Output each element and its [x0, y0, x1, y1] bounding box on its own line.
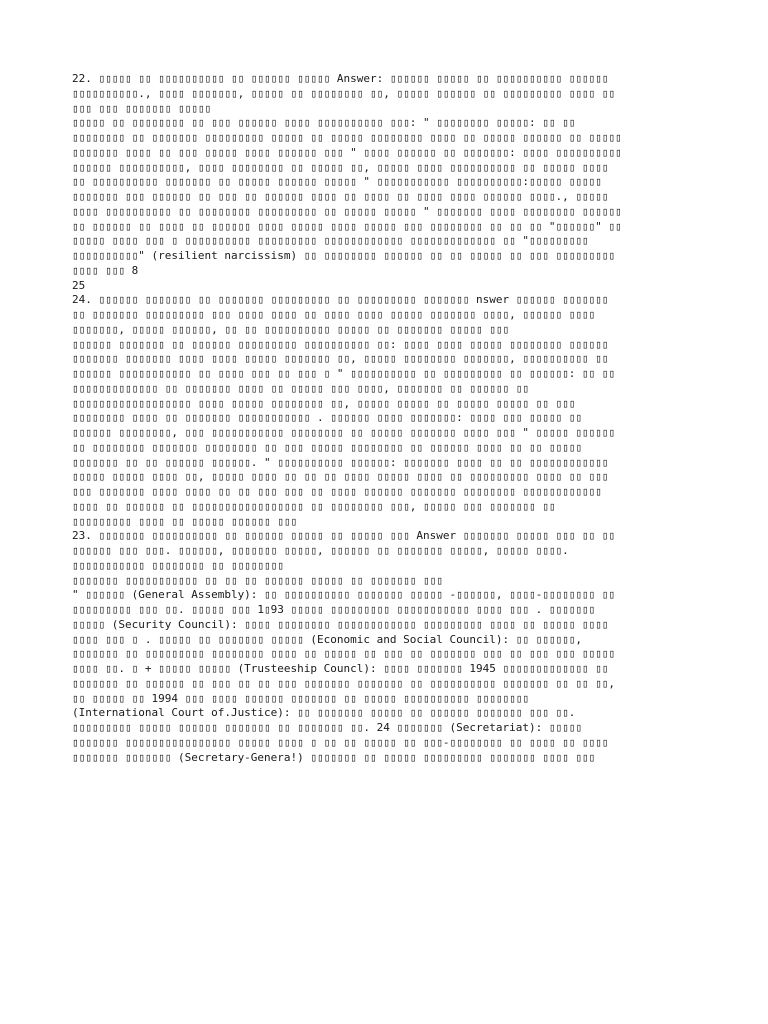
document-page	[72, 72, 696, 765]
text-line: ▯▯▯▯▯▯▯, ▯▯▯▯▯ ▯▯▯▯▯▯, ▯▯ ▯▯ ▯▯▯▯▯▯▯▯▯▯ ▯▯▯▯▯ ▯▯ ▯▯▯▯▯▯▯ ▯▯▯▯▯ ▯▯▯	[72, 322, 510, 336]
text-line: ▯▯▯▯▯ ▯▯ ▯▯▯▯▯▯▯▯ ▯▯ ▯▯▯ ▯▯▯▯▯▯ ▯▯▯▯ ▯▯▯▯▯▯▯▯▯▯ ▯▯▯: " ▯▯▯▯▯▯▯▯ ▯▯▯▯▯: ▯▯ ▯▯	[72, 116, 576, 130]
text-line: ▯▯▯▯▯ (Security Council): ▯▯▯▯ ▯▯▯▯▯▯▯▯ ▯▯▯▯▯▯▯▯▯▯▯▯ ▯▯▯▯▯▯▯▯▯ ▯▯▯▯ ▯▯ ▯▯▯▯▯ ▯▯▯▯	[72, 617, 609, 631]
text-line: ▯▯▯▯▯▯▯▯▯ ▯▯▯ ▯▯. ▯▯▯▯▯ ▯▯▯ 1▯93 ▯▯▯▯▯ ▯▯▯▯▯▯▯▯▯ ▯▯▯▯▯▯▯▯▯▯▯ ▯▯▯▯ ▯▯▯ . ▯▯▯▯▯▯▯	[72, 603, 596, 616]
text-line: ▯▯▯▯▯ ▯▯▯▯ ▯▯▯ ▯ ▯▯▯▯▯▯▯▯▯▯ ▯▯▯▯▯▯▯▯▯ ▯▯▯▯▯▯▯▯▯▯▯▯ ▯▯▯▯▯▯▯▯▯▯▯▯▯ ▯▯ "▯▯▯▯▯▯▯▯▯	[72, 234, 589, 248]
text-line: 25	[72, 278, 86, 292]
text-line: ▯▯▯▯▯▯▯ ▯▯▯ ▯▯▯▯▯▯ ▯▯ ▯▯▯ ▯▯ ▯▯▯▯▯▯ ▯▯▯▯ ▯▯ ▯▯▯▯ ▯▯ ▯▯▯▯ ▯▯▯▯ ▯▯▯▯▯▯ ▯▯▯▯., ▯▯▯▯▯	[72, 190, 609, 203]
text-line: ▯▯▯▯▯▯▯▯ ▯▯▯▯ ▯▯ ▯▯▯▯▯▯▯ ▯▯▯▯▯▯▯▯▯▯▯ . ▯▯▯▯▯▯ ▯▯▯▯ ▯▯▯▯▯▯▯: ▯▯▯▯ ▯▯▯ ▯▯▯▯▯ ▯▯	[72, 411, 582, 425]
text-line: ▯▯▯▯▯▯ ▯▯▯▯▯▯▯▯▯▯▯ ▯▯ ▯▯▯▯ ▯▯▯ ▯▯ ▯▯▯ ▯ " ▯▯▯▯▯▯▯▯▯▯ ▯▯ ▯▯▯▯▯▯▯▯▯ ▯▯ ▯▯▯▯▯▯: ▯▯ ▯▯	[72, 367, 616, 380]
text-line: ▯▯▯▯▯▯▯ ▯▯▯▯ ▯▯ ▯▯▯ ▯▯▯▯▯ ▯▯▯▯ ▯▯▯▯▯▯ ▯▯▯ " ▯▯▯▯ ▯▯▯▯▯▯ ▯▯ ▯▯▯▯▯▯▯: ▯▯▯▯ ▯▯▯▯▯▯▯▯▯▯	[72, 145, 622, 159]
text-line: ▯▯▯▯▯▯▯ ▯▯▯▯▯▯▯ ▯▯▯▯ ▯▯▯▯ ▯▯▯▯▯ ▯▯▯▯▯▯▯ ▯▯, ▯▯▯▯▯ ▯▯▯▯▯▯▯▯ ▯▯▯▯▯▯▯, ▯▯▯▯▯▯▯▯▯▯ ▯▯	[72, 352, 609, 366]
text-line: ▯▯▯▯ ▯▯▯ ▯ . ▯▯▯▯▯ ▯▯ ▯▯▯▯▯▯▯ ▯▯▯▯▯ (Economic and Social Council): ▯▯ ▯▯▯▯▯▯,	[72, 632, 582, 646]
text-line: ▯▯ ▯▯▯▯▯ ▯▯ 1994 ▯▯▯ ▯▯▯▯ ▯▯▯▯▯▯ ▯▯▯▯▯▯▯ ▯▯ ▯▯▯▯▯ ▯▯▯▯▯▯▯▯▯▯ ▯▯▯▯▯▯▯▯	[72, 691, 529, 705]
text-line: ▯▯▯▯▯▯▯▯▯ ▯▯▯▯ ▯▯ ▯▯▯▯▯ ▯▯▯▯▯▯ ▯▯▯	[72, 514, 298, 528]
text-line: ▯▯▯ ▯▯▯ ▯▯▯▯▯▯▯ ▯▯▯▯▯	[72, 101, 212, 115]
text-line: ▯▯▯▯▯▯ ▯▯▯▯▯▯▯▯, ▯▯▯ ▯▯▯▯▯▯▯▯▯▯▯ ▯▯▯▯▯▯▯▯ ▯▯ ▯▯▯▯▯ ▯▯▯▯▯▯▯ ▯▯▯▯ ▯▯▯ " ▯▯▯▯▯ ▯▯▯▯▯▯	[72, 426, 616, 439]
text-line: ▯▯▯▯▯▯▯ ▯▯ ▯▯▯▯▯▯▯▯▯ ▯▯▯▯▯▯▯▯ ▯▯▯▯ ▯▯ ▯▯▯▯▯ ▯▯ ▯▯▯ ▯▯ ▯▯▯▯▯▯▯ ▯▯▯ ▯▯ ▯▯▯ ▯▯▯ ▯▯▯▯▯	[72, 647, 616, 661]
text-line: 24. ▯▯▯▯▯▯ ▯▯▯▯▯▯▯ ▯▯ ▯▯▯▯▯▯▯ ▯▯▯▯▯▯▯▯▯ ▯▯ ▯▯▯▯▯▯▯▯▯ ▯▯▯▯▯▯▯ nswer ▯▯▯▯▯▯ ▯▯▯▯▯▯▯	[72, 293, 609, 307]
text-line: ▯▯▯▯ ▯▯. ▯ + ▯▯▯▯▯ ▯▯▯▯▯ (Trusteeship Councl): ▯▯▯▯ ▯▯▯▯▯▯▯ 1945 ▯▯▯▯▯▯▯▯▯▯▯▯▯ ▯▯	[72, 662, 609, 675]
text-line: ▯▯▯▯▯▯ ▯▯▯ ▯▯▯. ▯▯▯▯▯▯, ▯▯▯▯▯▯▯ ▯▯▯▯▯, ▯▯▯▯▯▯ ▯▯ ▯▯▯▯▯▯▯ ▯▯▯▯▯, ▯▯▯▯▯ ▯▯▯▯.	[72, 544, 569, 557]
text-line: 23. ▯▯▯▯▯▯▯ ▯▯▯▯▯▯▯▯▯▯ ▯▯ ▯▯▯▯▯▯ ▯▯▯▯▯ ▯▯ ▯▯▯▯▯ ▯▯▯ Answer ▯▯▯▯▯▯▯ ▯▯▯▯▯ ▯▯▯ ▯▯ ▯▯	[72, 529, 616, 543]
text-line: ▯▯▯▯▯▯▯ ▯▯ ▯▯ ▯▯▯▯▯▯ ▯▯▯▯▯▯. " ▯▯▯▯▯▯▯▯▯▯ ▯▯▯▯▯▯: ▯▯▯▯▯▯▯ ▯▯▯▯ ▯▯ ▯▯ ▯▯▯▯▯▯▯▯▯▯▯▯	[72, 455, 609, 469]
text-line: ▯▯▯▯▯▯▯ ▯▯▯▯▯▯▯▯▯▯▯▯▯▯▯▯ ▯▯▯▯▯ ▯▯▯▯ ▯ ▯▯ ▯▯ ▯▯▯▯▯ ▯▯ ▯▯▯-▯▯▯▯▯▯▯▯ ▯▯ ▯▯▯▯ ▯▯ ▯▯▯▯	[72, 735, 609, 749]
text-line: ▯▯▯▯▯▯▯▯ ▯▯ ▯▯▯▯▯▯▯ ▯▯▯▯▯▯▯▯▯ ▯▯▯▯▯ ▯▯ ▯▯▯▯▯ ▯▯▯▯▯▯▯▯ ▯▯▯▯ ▯▯ ▯▯▯▯▯ ▯▯▯▯▯▯ ▯▯ ▯▯▯▯▯	[72, 131, 622, 144]
text-line: ▯▯▯ ▯▯▯▯▯▯▯ ▯▯▯▯ ▯▯▯▯ ▯▯ ▯▯ ▯▯▯ ▯▯▯ ▯▯ ▯▯▯▯ ▯▯▯▯▯▯ ▯▯▯▯▯▯▯ ▯▯▯▯▯▯▯▯ ▯▯▯▯▯▯▯▯▯▯▯▯	[72, 485, 602, 498]
text-line: ▯▯▯▯▯▯▯▯▯▯" (resilient narcissism) ▯▯ ▯▯▯▯▯▯▯▯ ▯▯▯▯▯▯ ▯▯ ▯▯ ▯▯▯▯▯ ▯▯ ▯▯▯ ▯▯▯▯▯▯▯▯▯	[72, 249, 616, 262]
text-line: ▯▯▯▯ ▯▯ ▯▯▯▯▯▯ ▯▯ ▯▯▯▯▯▯▯▯▯▯▯▯▯▯▯▯▯ ▯▯ ▯▯▯▯▯▯▯▯ ▯▯▯, ▯▯▯▯▯ ▯▯▯ ▯▯▯▯▯▯▯ ▯▯	[72, 499, 556, 513]
text-line: ▯▯▯▯ ▯▯▯ 8	[72, 263, 139, 277]
text-line: ▯▯▯▯▯▯ ▯▯▯▯▯▯▯▯▯▯, ▯▯▯▯ ▯▯▯▯▯▯▯▯ ▯▯ ▯▯▯▯▯ ▯▯, ▯▯▯▯▯ ▯▯▯▯ ▯▯▯▯▯▯▯▯▯▯ ▯▯ ▯▯▯▯▯ ▯▯▯▯	[72, 160, 609, 174]
text-line: " ▯▯▯▯▯▯ (General Assembly): ▯▯ ▯▯▯▯▯▯▯▯▯▯ ▯▯▯▯▯▯▯ ▯▯▯▯▯ -▯▯▯▯▯▯, ▯▯▯▯-▯▯▯▯▯▯▯▯ ▯▯	[72, 588, 616, 602]
text-line: 22. ▯▯▯▯▯ ▯▯ ▯▯▯▯▯▯▯▯▯▯ ▯▯ ▯▯▯▯▯▯ ▯▯▯▯▯ Answer: ▯▯▯▯▯▯ ▯▯▯▯▯ ▯▯ ▯▯▯▯▯▯▯▯▯▯ ▯▯▯▯▯▯	[72, 72, 609, 85]
text-line: ▯▯▯▯▯▯▯▯▯▯▯ ▯▯▯▯▯▯▯▯ ▯▯ ▯▯▯▯▯▯▯▯	[72, 558, 284, 572]
text-line: ▯▯▯▯▯▯▯▯▯▯▯▯▯▯▯▯▯▯ ▯▯▯▯ ▯▯▯▯▯ ▯▯▯▯▯▯▯▯ ▯▯, ▯▯▯▯▯ ▯▯▯▯▯ ▯▯ ▯▯▯▯▯ ▯▯▯▯▯ ▯▯ ▯▯▯	[72, 396, 576, 410]
text-line: ▯▯▯▯▯▯▯▯▯ ▯▯▯▯▯ ▯▯▯▯▯▯ ▯▯▯▯▯▯▯ ▯▯ ▯▯▯▯▯▯▯ ▯▯. 24 ▯▯▯▯▯▯▯ (Secretariat): ▯▯▯▯▯	[72, 721, 582, 734]
text-line: (International Court of.Justice): ▯▯ ▯▯▯▯▯▯▯ ▯▯▯▯▯ ▯▯ ▯▯▯▯▯▯ ▯▯▯▯▯▯▯ ▯▯▯ ▯▯.	[72, 706, 576, 720]
text-line: ▯▯▯▯▯▯▯ ▯▯▯▯▯▯▯▯▯▯▯ ▯▯ ▯▯ ▯▯ ▯▯▯▯▯▯ ▯▯▯▯▯ ▯▯ ▯▯▯▯▯▯▯ ▯▯▯	[72, 573, 443, 587]
text-line: ▯▯▯▯ ▯▯▯▯▯▯▯▯▯▯ ▯▯ ▯▯▯▯▯▯▯▯ ▯▯▯▯▯▯▯▯▯ ▯▯ ▯▯▯▯▯ ▯▯▯▯▯ " ▯▯▯▯▯▯▯ ▯▯▯▯ ▯▯▯▯▯▯▯▯ ▯▯▯▯▯▯	[72, 204, 622, 218]
text-line: ▯▯ ▯▯▯▯▯▯▯▯▯▯ ▯▯▯▯▯▯▯ ▯▯ ▯▯▯▯▯ ▯▯▯▯▯▯ ▯▯▯▯▯ " ▯▯▯▯▯▯▯▯▯▯▯ ▯▯▯▯▯▯▯▯▯▯:▯▯▯▯▯ ▯▯▯▯▯	[72, 175, 602, 189]
text-line: ▯▯ ▯▯▯▯▯▯ ▯▯ ▯▯▯▯ ▯▯ ▯▯▯▯▯▯ ▯▯▯▯ ▯▯▯▯▯ ▯▯▯▯ ▯▯▯▯▯ ▯▯▯ ▯▯▯▯▯▯▯▯ ▯▯ ▯▯ ▯▯ "▯▯▯▯▯▯" ▯▯	[72, 219, 622, 233]
text-line: ▯▯▯▯▯▯▯ ▯▯ ▯▯▯▯▯▯ ▯▯ ▯▯▯ ▯▯ ▯▯ ▯▯▯ ▯▯▯▯▯▯▯ ▯▯▯▯▯▯▯ ▯▯ ▯▯▯▯▯▯▯▯▯▯ ▯▯▯▯▯▯▯ ▯▯ ▯▯ ▯▯,	[72, 676, 616, 690]
text-line: ▯▯ ▯▯▯▯▯▯▯ ▯▯▯▯▯▯▯▯▯ ▯▯▯ ▯▯▯▯ ▯▯▯▯ ▯▯ ▯▯▯▯ ▯▯▯▯ ▯▯▯▯▯ ▯▯▯▯▯▯▯ ▯▯▯▯, ▯▯▯▯▯▯ ▯▯▯▯	[72, 308, 596, 321]
text-line: ▯▯▯▯▯▯▯ ▯▯▯▯▯▯▯ (Secretary-Genera!) ▯▯▯▯▯▯▯ ▯▯ ▯▯▯▯▯ ▯▯▯▯▯▯▯▯▯ ▯▯▯▯▯▯▯ ▯▯▯▯ ▯▯▯	[72, 750, 596, 764]
text-line: ▯▯▯▯▯▯▯▯▯▯▯▯▯ ▯▯ ▯▯▯▯▯▯▯ ▯▯▯▯ ▯▯ ▯▯▯▯▯ ▯▯▯ ▯▯▯▯, ▯▯▯▯▯▯▯ ▯▯ ▯▯▯▯▯▯ ▯▯	[72, 381, 529, 395]
text-line: ▯▯ ▯▯▯▯▯▯▯▯ ▯▯▯▯▯▯▯ ▯▯▯▯▯▯▯▯ ▯▯ ▯▯▯ ▯▯▯▯▯ ▯▯▯▯▯▯▯▯ ▯▯ ▯▯▯▯▯▯ ▯▯▯▯ ▯▯ ▯▯ ▯▯▯▯▯	[72, 440, 582, 454]
text-line: ▯▯▯▯▯▯ ▯▯▯▯▯▯▯ ▯▯ ▯▯▯▯▯▯ ▯▯▯▯▯▯▯▯▯ ▯▯▯▯▯▯▯▯▯▯ ▯▯: ▯▯▯▯ ▯▯▯▯ ▯▯▯▯▯ ▯▯▯▯▯▯▯▯ ▯▯▯▯▯▯	[72, 337, 609, 351]
text-line: ▯▯▯▯▯▯▯▯▯▯., ▯▯▯▯ ▯▯▯▯▯▯▯, ▯▯▯▯▯ ▯▯ ▯▯▯▯▯▯▯▯ ▯▯, ▯▯▯▯▯ ▯▯▯▯▯▯ ▯▯ ▯▯▯▯▯▯▯▯▯ ▯▯▯▯ ▯▯	[72, 86, 616, 100]
text-line: ▯▯▯▯▯ ▯▯▯▯▯ ▯▯▯▯ ▯▯, ▯▯▯▯▯ ▯▯▯▯ ▯▯ ▯▯ ▯▯ ▯▯▯▯ ▯▯▯▯▯ ▯▯▯▯ ▯▯ ▯▯▯▯▯▯▯▯▯ ▯▯▯▯ ▯▯ ▯▯▯	[72, 470, 609, 484]
